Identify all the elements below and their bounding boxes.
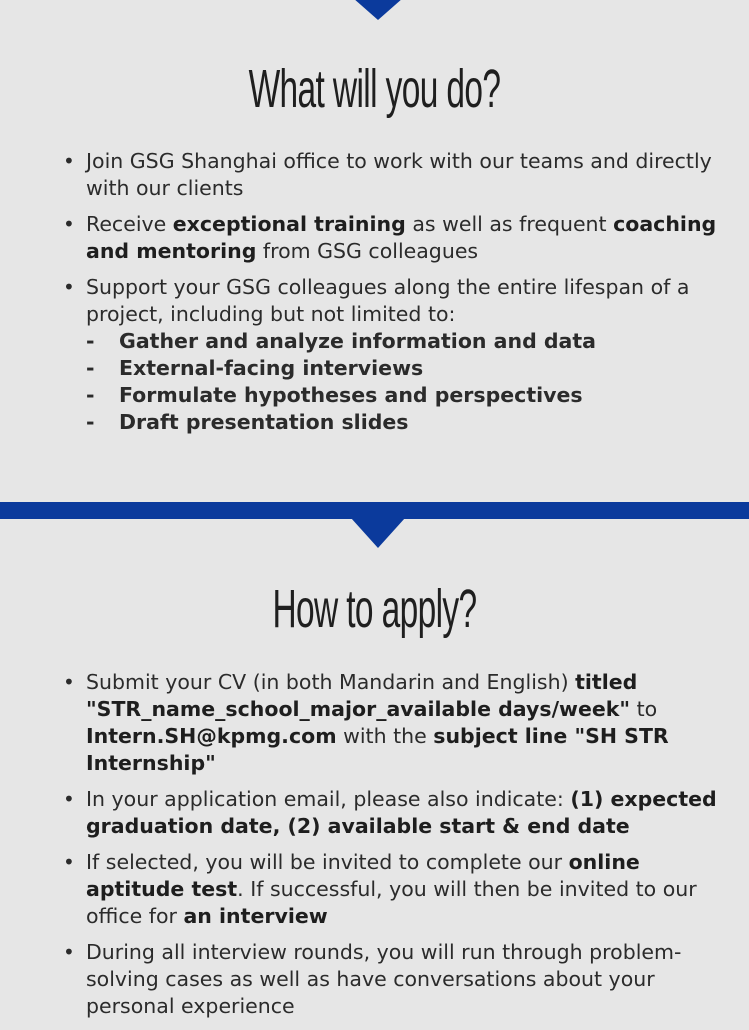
divider-pointer-triangle <box>351 518 405 548</box>
project-tasks-list <box>86 328 720 436</box>
bullet-text: Submit your CV (in both Mandarin and English) <box>86 670 576 694</box>
bullet-text: to <box>630 697 658 721</box>
bold-text: exceptional training <box>172 212 406 236</box>
section1-bullet-2 <box>60 211 720 265</box>
section2-bullet-4 <box>60 939 720 1020</box>
bullet-text: In your application email, please also indicate: <box>86 787 571 811</box>
section2-bullet-1 <box>60 669 720 777</box>
bullet-text: as well as frequent <box>405 212 614 236</box>
bold-text: (1) expected graduation date, (2) available start & end date <box>86 787 717 838</box>
task-item: - Draft presentation slides <box>86 409 720 436</box>
task-item: - Gather and analyze information and data <box>86 328 720 355</box>
bullet-text: . If successful, you will then be invited to our office for <box>86 877 697 928</box>
section1-bullet-3 <box>60 274 720 436</box>
bullet-text: Support your GSG colleagues along the entire lifespan of a project, including but not limited to: <box>86 275 690 326</box>
bold-text: an interview <box>183 904 328 928</box>
section2-heading: How to apply? <box>272 579 477 639</box>
section2-bullet-2 <box>60 786 720 840</box>
bullet-text: with the <box>336 724 434 748</box>
bold-text: subject line "SH STR Internship" <box>86 724 669 775</box>
bold-text: coaching and mentoring <box>86 212 717 263</box>
top-pointer-triangle <box>353 0 403 20</box>
section1-bullet-list <box>60 148 720 445</box>
section2-bullet-list <box>60 669 720 1029</box>
task-item: - Formulate hypotheses and perspectives <box>86 382 720 409</box>
section1-bullet-1 <box>60 148 720 202</box>
section-divider-band <box>0 502 749 519</box>
bullet-text: During all interview rounds, you will run through problem-solving cases as well as have conversations about your personal experience <box>86 940 682 1018</box>
bullet-text: from GSG colleagues <box>256 239 479 263</box>
email-address: Intern.SH@kpmg.com <box>86 724 337 748</box>
section2-bullet-3 <box>60 849 720 930</box>
bold-text: online aptitude test <box>86 850 640 901</box>
bullet-text: If selected, you will be invited to complete our <box>86 850 569 874</box>
section1-heading: What will you do? <box>248 59 501 119</box>
bullet-text: Join GSG Shanghai office to work with our teams and directly with our clients <box>86 149 712 200</box>
bold-text: titled "STR_name_school_major_available days/week" <box>86 670 638 721</box>
bullet-text: Receive <box>86 212 173 236</box>
task-item: - External-facing interviews <box>86 355 720 382</box>
